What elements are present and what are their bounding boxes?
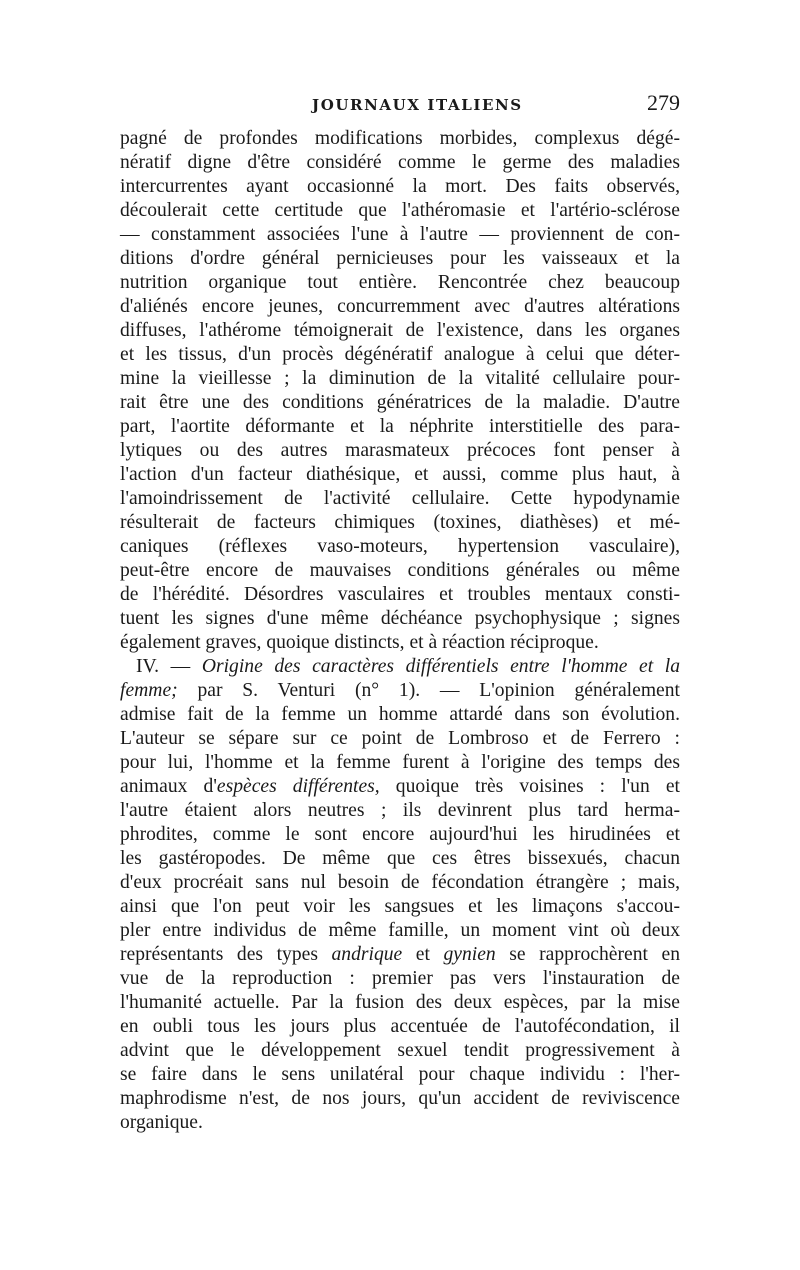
text-line: advint que le développement sexuel tendit progressivement à xyxy=(120,1040,680,1061)
text-line: tuent les signes d'une même déchéance psychophysique ; signes xyxy=(120,608,680,629)
text-line: et les tissus, d'un procès dégénératif analogue à celui que déter- xyxy=(120,344,680,365)
text-line: part, l'aortite déformante et la néphrite interstitielle des para- xyxy=(120,416,680,437)
text-line: résulterait de facteurs chimiques (toxines, diathèses) et mé- xyxy=(120,512,680,533)
text-line: se faire dans le sens unilatéral pour chaque individu : l'her- xyxy=(120,1064,680,1085)
text-line: en oubli tous les jours plus accentuée de l'autofécondation, il xyxy=(120,1016,680,1037)
text-line: découlerait cette certitude que l'athéromasie et l'artério-sclérose xyxy=(120,200,680,221)
text-line: l'humanité actuelle. Par la fusion des deux espèces, par la mise xyxy=(120,992,680,1013)
text-line: vue de la reproduction : premier pas vers l'instauration de xyxy=(120,968,680,989)
text-line: rait être une des conditions génératrices de la maladie. D'autre xyxy=(120,392,680,413)
article-title: Origine des caractères différentiels entre l'homme et la xyxy=(201,656,681,677)
text-line: animaux d'espèces différentes, quoique très voisines : l'un et xyxy=(120,776,680,797)
text-line: pagné de profondes modifications morbides, complexus dégé- xyxy=(120,128,680,149)
text-line: ditions d'ordre général pernicieuses pour les vaisseaux et la xyxy=(120,248,680,269)
text-line: l'action d'un facteur diathésique, et aussi, comme plus haut, à xyxy=(120,464,680,485)
italic-term: espèces différentes, xyxy=(216,776,380,797)
text-line: pler entre individus de même famille, un moment vint où deux xyxy=(120,920,680,941)
text-line: l'amoindrissement de l'activité cellulaire. Cette hypodynamie xyxy=(120,488,680,509)
text-line: phrodites, comme le sont encore aujourd'hui les hirudinées et xyxy=(120,824,680,845)
article-title: femme; xyxy=(120,680,178,701)
text-line: peut-être encore de mauvaises conditions générales ou même xyxy=(120,560,680,581)
body-text xyxy=(120,127,680,1135)
text-line: d'eux procréait sans nul besoin de fécondation étrangère ; mais, xyxy=(120,872,680,893)
text-line: pour lui, l'homme et la femme furent à l'origine des temps des xyxy=(120,752,680,773)
section-heading-line: IV. — Origine des caractères différentiels entre l'homme et la xyxy=(136,656,681,677)
text-line: caniques (réflexes vaso-moteurs, hypertension vasculaire), xyxy=(120,536,680,557)
text-line: L'auteur se sépare sur ce point de Lombroso et de Ferrero : xyxy=(120,728,680,749)
text-line: les gastéropodes. De même que ces êtres bissexués, chacun xyxy=(120,848,680,869)
text-line: femme; par S. Venturi (n° 1). — L'opinion généralement xyxy=(120,680,680,701)
running-header xyxy=(120,90,680,118)
italic-term: andrique xyxy=(331,944,403,965)
text-line: représentants des types andrique et gynien se rapprochèrent en xyxy=(120,944,680,965)
text-line: admise fait de la femme un homme attardé dans son évolution. xyxy=(120,704,680,725)
text-line: lytiques ou des autres marasmateux précoces font penser à xyxy=(120,440,680,461)
italic-term: gynien xyxy=(443,944,496,965)
text-line: maphrodisme n'est, de nos jours, qu'un accident de reviviscence xyxy=(120,1088,680,1109)
text-line: — constamment associées l'une à l'autre — proviennent de con- xyxy=(120,224,680,245)
text-line: ainsi que l'on peut voir les sangsues et les limaçons s'accou- xyxy=(120,896,680,917)
text-line: mine la vieillesse ; la diminution de la vitalité cellulaire pour- xyxy=(120,368,680,389)
text-line: intercurrentes ayant occasionné la mort. Des faits observés, xyxy=(120,176,680,197)
page-number: 279 xyxy=(647,90,680,115)
text-line: nutrition organique tout entière. Rencontrée chez beaucoup xyxy=(120,272,680,293)
text-line: organique. xyxy=(120,1112,203,1133)
paragraph-venturi xyxy=(120,655,680,1135)
text-line: l'autre étaient alors neutres ; ils devinrent plus tard herma- xyxy=(120,800,680,821)
text-line: également graves, quoique distincts, et à réaction réciproque. xyxy=(120,632,599,653)
text-line: de l'hérédité. Désordres vasculaires et troubles mentaux consti- xyxy=(120,584,680,605)
text-line: d'aliénés encore jeunes, concurremment avec d'autres altérations xyxy=(120,296,680,317)
paragraph-atherome xyxy=(120,127,680,655)
text-line: diffuses, l'athérome témoignerait de l'existence, dans les organes xyxy=(120,320,680,341)
text-line: nératif digne d'être considéré comme le germe des maladies xyxy=(120,152,680,173)
running-title: JOURNAUX ITALIENS xyxy=(312,96,523,114)
